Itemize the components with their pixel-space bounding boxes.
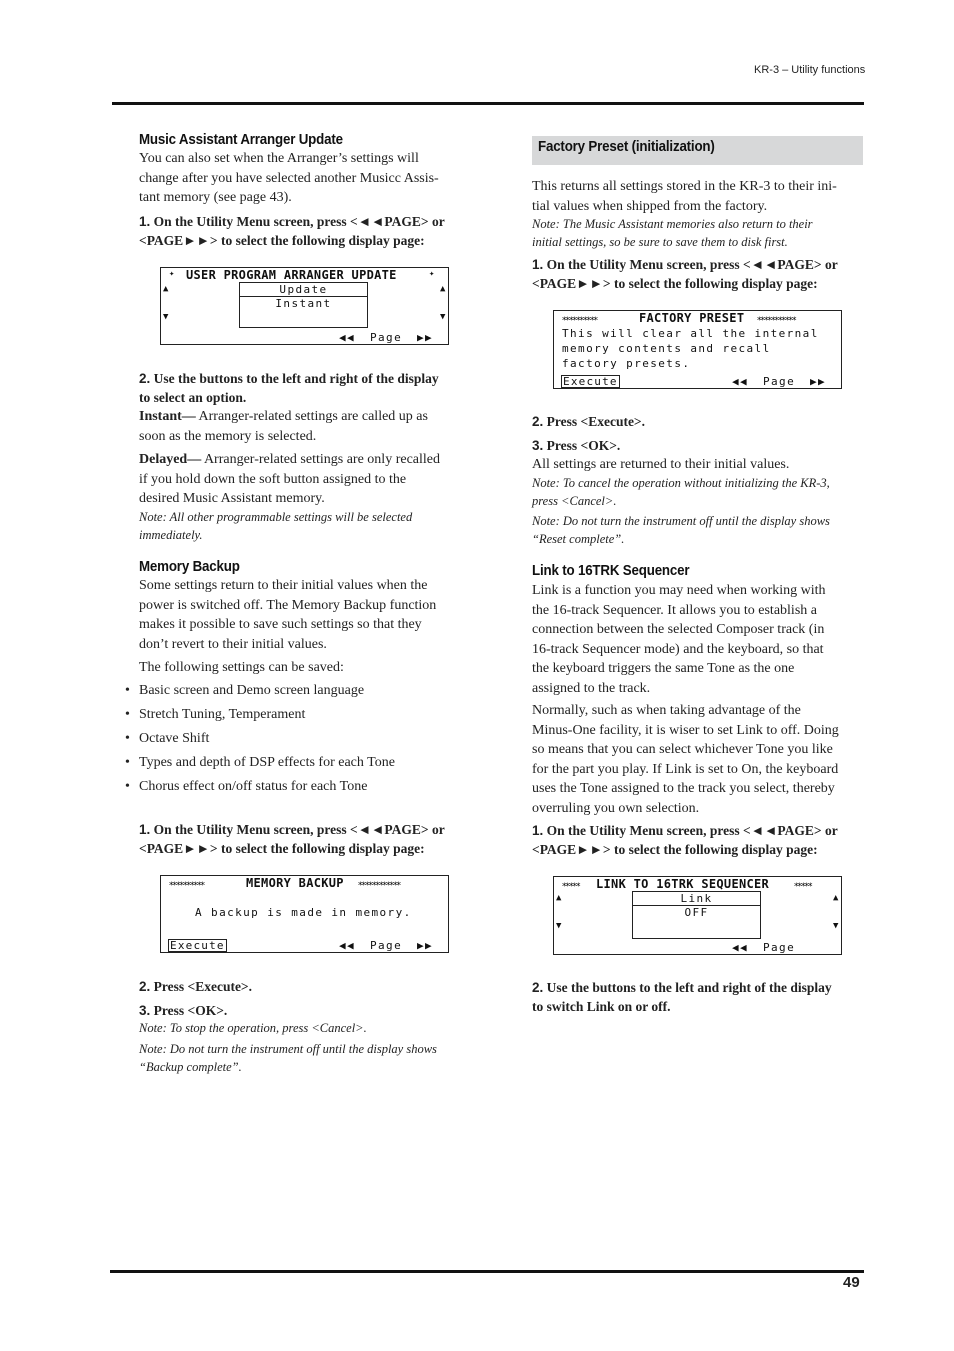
bullet-text: Stretch Tuning, Temperament — [139, 707, 306, 722]
text-line: the keyboard triggers the same Tone as the one — [532, 661, 795, 676]
note-line: Note: The Music Assistant memories also return to their — [532, 217, 813, 231]
text-line: Arranger-related settings are called up as — [195, 409, 428, 424]
factory-preset-note-1 — [532, 475, 872, 510]
factory-preset-result — [532, 455, 789, 475]
text-line: All settings are returned to their initial values. — [532, 457, 790, 472]
text-line: Arranger-related settings are only recalled — [201, 452, 440, 467]
lcd-link-16trk — [553, 876, 842, 955]
page-left-icon: ◀◀ — [732, 941, 749, 954]
text-line: Normally, such as when taking advantage of the — [532, 703, 801, 718]
text-line: Link is a function you may need when working with — [532, 583, 826, 598]
step-number: 3. — [139, 1003, 151, 1018]
page-label: Page — [763, 941, 796, 954]
step-number: 2. — [532, 414, 544, 429]
scroll-down-arrow-icon: ▼ — [163, 312, 169, 322]
option-off: OFF — [684, 906, 709, 919]
memory-backup-note-2 — [139, 1041, 479, 1076]
step-number: 1. — [532, 823, 544, 838]
step-number: 2. — [532, 980, 544, 995]
text-line: so means that you can select whichever Tone you like — [532, 742, 833, 757]
scroll-down-arrow-icon: ▼ — [556, 921, 562, 931]
note-line: Note: Do not turn the instrument off until the display shows — [532, 514, 830, 528]
lcd-title: FACTORY PRESET — [639, 311, 745, 325]
text-line: tial values when shipped from the factory. — [532, 198, 768, 214]
memory-backup-step-3 — [139, 1001, 227, 1020]
lcd-arranger-update — [160, 267, 449, 345]
option-list — [239, 282, 368, 328]
bullet-text: Types and depth of DSP effects for each Tone — [139, 755, 395, 770]
lcd-deco: ⁎⁎⁎⁎⁎⁎⁎⁎⁎⁎⁎ — [757, 313, 796, 323]
page-left-icon: ◀◀ — [732, 375, 749, 388]
factory-preset-step-3 — [532, 436, 620, 455]
option-update: Update — [240, 283, 367, 297]
page-right-icon: ▶▶ — [417, 939, 434, 952]
option-instant: Instant — [275, 297, 332, 310]
arranger-update-step-2 — [139, 369, 479, 407]
text-line: overruling you own selection. — [532, 800, 700, 816]
factory-preset-heading-band — [532, 136, 863, 165]
lcd-deco: ⁎⁎⁎⁎⁎ — [562, 879, 580, 889]
text-line: tant memory (see page 43). — [139, 190, 292, 205]
step-text: On the Utility Menu screen, press <◄◄PAGE> or — [153, 822, 445, 837]
scroll-down-arrow-icon: ▼ — [440, 312, 446, 322]
section-memory-backup — [139, 559, 248, 575]
text-line: uses the Tone assigned to the track you select, thereby — [532, 781, 835, 796]
section-arranger-update — [139, 132, 361, 148]
step-number: 2. — [139, 371, 151, 386]
memory-backup-intro — [139, 658, 344, 678]
page-label: Page — [763, 375, 796, 388]
step-number: 1. — [532, 257, 544, 272]
footer-rule — [110, 1270, 864, 1273]
text-line: 16-track Sequencer mode) and the keyboard, so that — [532, 641, 824, 657]
note-line: immediately. — [139, 527, 203, 542]
lcd-deco: ⁎⁎⁎⁎⁎ — [794, 879, 812, 889]
lcd-deco: ⁎⁎⁎⁎⁎⁎⁎⁎⁎⁎ — [169, 878, 204, 888]
option-link: Link — [633, 892, 760, 906]
text-line: don’t revert to their initial values. — [139, 636, 327, 652]
page-label: Page — [370, 331, 403, 344]
text-line: connection between the selected Composer track (in — [532, 622, 825, 637]
section-heading: Factory Preset (initialization) — [538, 139, 715, 155]
lcd-factory-preset — [553, 310, 842, 389]
lcd-memory-backup — [160, 875, 449, 953]
note-line: press <Cancel>. — [532, 493, 617, 508]
bullet-item: • Stretch Tuning, Temperament — [125, 707, 306, 722]
factory-preset-step-2 — [532, 412, 645, 431]
text-line: makes it possible to save such settings so that they — [139, 617, 422, 632]
text-line: You can also set when the Arranger’s settings will — [139, 151, 419, 166]
step-text: <PAGE►►> to select the following display page: — [532, 842, 818, 857]
option-list — [632, 891, 761, 939]
term-delayed: Delayed— — [139, 452, 202, 467]
link-step-1 — [532, 821, 872, 859]
step-number: 1. — [139, 214, 151, 229]
note-line: Note: Do not turn the instrument off until the display shows — [139, 1042, 437, 1056]
note-line: “Backup complete”. — [139, 1059, 242, 1074]
factory-preset-note-2 — [532, 513, 872, 548]
section-link-16trk — [532, 563, 703, 579]
step-text: Use the buttons to the left and right of the display — [153, 371, 439, 386]
factory-preset-note — [532, 216, 867, 251]
text-line: assigned to the track. — [532, 680, 651, 696]
text-line: Some settings return to their initial values when the — [139, 578, 428, 593]
header-rule — [112, 102, 864, 105]
bullet-item: • Chorus effect on/off status for each Tone — [125, 779, 368, 794]
text-line: desired Music Assistant memory. — [139, 491, 325, 506]
page-number: 49 — [843, 1274, 860, 1291]
lcd-message-line: This will clear all the internal — [562, 327, 819, 340]
page-left-icon: ◀◀ — [339, 939, 356, 952]
step-text: <PAGE►►> to select the following display page: — [139, 233, 425, 248]
text-line: The following settings can be saved: — [139, 660, 344, 675]
step-text: Press <OK>. — [153, 1003, 228, 1018]
step-text: On the Utility Menu screen, press <◄◄PAGE> or — [546, 257, 838, 272]
page-right-icon: ▶▶ — [810, 375, 827, 388]
step-text: <PAGE►►> to select the following display page: — [139, 841, 425, 856]
arranger-update-paragraph — [139, 149, 474, 208]
scroll-up-arrow-icon: ▲ — [556, 893, 562, 903]
text-line: soon as the memory is selected. — [139, 428, 317, 444]
bullet-text: Chorus effect on/off status for each Tone — [139, 779, 368, 794]
text-line: for the part you play. If Link is set to On, the keyboard — [532, 761, 839, 777]
lcd-title: LINK TO 16TRK SEQUENCER — [596, 877, 770, 891]
note-line: initial settings, so be sure to save them to disk first. — [532, 234, 788, 249]
text-line: This returns all settings stored in the KR-3 to their ini- — [532, 179, 837, 194]
step-text: Press <OK>. — [546, 438, 621, 453]
page-left-icon: ◀◀ — [339, 331, 356, 344]
execute-button[interactable]: Execute — [563, 375, 618, 388]
bullet-text: Basic screen and Demo screen language — [139, 683, 365, 698]
step-text: On the Utility Menu screen, press <◄◄PAGE> or — [153, 214, 445, 229]
step-text: Use the buttons to the left and right of the display — [546, 980, 832, 995]
link-paragraph-1 — [532, 581, 872, 698]
factory-preset-paragraph — [532, 177, 867, 216]
step-number: 1. — [139, 822, 151, 837]
note-line: Note: To cancel the operation without initializing the KR-3, — [532, 476, 830, 490]
delayed-definition — [139, 450, 479, 509]
lcd-deco: ⁎⁎⁎⁎⁎⁎⁎⁎⁎⁎⁎⁎ — [358, 878, 400, 888]
text-line: power is switched off. The Memory Backup function — [139, 597, 437, 613]
step-text: <PAGE►►> to select the following display page: — [532, 276, 818, 291]
section-heading: Music Assistant Arranger Update — [139, 132, 343, 148]
bullet-text: Octave Shift — [139, 731, 210, 746]
step-text: Press <Execute>. — [153, 979, 253, 994]
execute-button[interactable]: Execute — [170, 939, 225, 952]
step-number: 2. — [139, 979, 151, 994]
step-number: 3. — [532, 438, 544, 453]
note-line: “Reset complete”. — [532, 531, 625, 546]
instant-definition — [139, 407, 479, 446]
memory-backup-note-1: Note: To stop the operation, press <Cancel>. — [139, 1021, 367, 1035]
text-line: Minus-One facility, it is wiser to set Link to off. Doing — [532, 722, 839, 738]
page-label: Page — [370, 939, 403, 952]
text-line: the 16-track Sequencer. It allows you to establish a — [532, 602, 817, 618]
lcd-title: MEMORY BACKUP — [246, 876, 344, 890]
lcd-message: A backup is made in memory. — [195, 906, 412, 919]
link-step-2 — [532, 978, 872, 1016]
lcd-message-line: memory contents and recall — [562, 342, 771, 355]
step-text: to switch Link on or off. — [532, 999, 671, 1014]
arranger-update-step-1 — [139, 212, 479, 250]
running-title: KR-3 – Utility functions — [754, 64, 866, 76]
link-paragraph-2 — [532, 701, 872, 818]
lcd-deco: ✦ — [429, 269, 434, 279]
lcd-deco: ⁎⁎⁎⁎⁎⁎⁎⁎⁎⁎ — [562, 313, 597, 323]
lcd-deco: ✦ — [169, 269, 174, 279]
note-line: Note: All other programmable settings will be selected — [139, 510, 413, 524]
lcd-message-line: factory presets. — [562, 357, 691, 370]
step-text: Press <Execute>. — [546, 414, 646, 429]
scroll-up-arrow-icon: ▲ — [163, 284, 169, 294]
bullet-item: • Types and depth of DSP effects for each Tone — [125, 755, 395, 770]
text-line: change after you have selected another Musicc Assis- — [139, 170, 439, 186]
section-heading: Memory Backup — [139, 559, 240, 575]
step-text: On the Utility Menu screen, press <◄◄PAGE> or — [546, 823, 838, 838]
scroll-down-arrow-icon: ▼ — [833, 921, 839, 931]
step-text: to select an option. — [139, 390, 247, 405]
lcd-title: USER PROGRAM ARRANGER UPDATE — [186, 268, 397, 282]
arranger-update-note — [139, 509, 479, 544]
text-line: if you hold down the soft button assigned to the — [139, 471, 407, 487]
scroll-up-arrow-icon: ▲ — [440, 284, 446, 294]
scroll-up-arrow-icon: ▲ — [833, 893, 839, 903]
term-instant: Instant— — [139, 409, 196, 424]
section-heading: Link to 16TRK Sequencer — [532, 563, 690, 579]
factory-preset-step-1 — [532, 255, 872, 293]
memory-backup-paragraph — [139, 576, 479, 654]
memory-backup-step-1 — [139, 820, 479, 858]
bullet-item: • Basic screen and Demo screen language — [125, 683, 365, 698]
bullet-item: • Octave Shift — [125, 731, 210, 746]
memory-backup-step-2 — [139, 977, 252, 996]
page-right-icon: ▶▶ — [417, 331, 434, 344]
